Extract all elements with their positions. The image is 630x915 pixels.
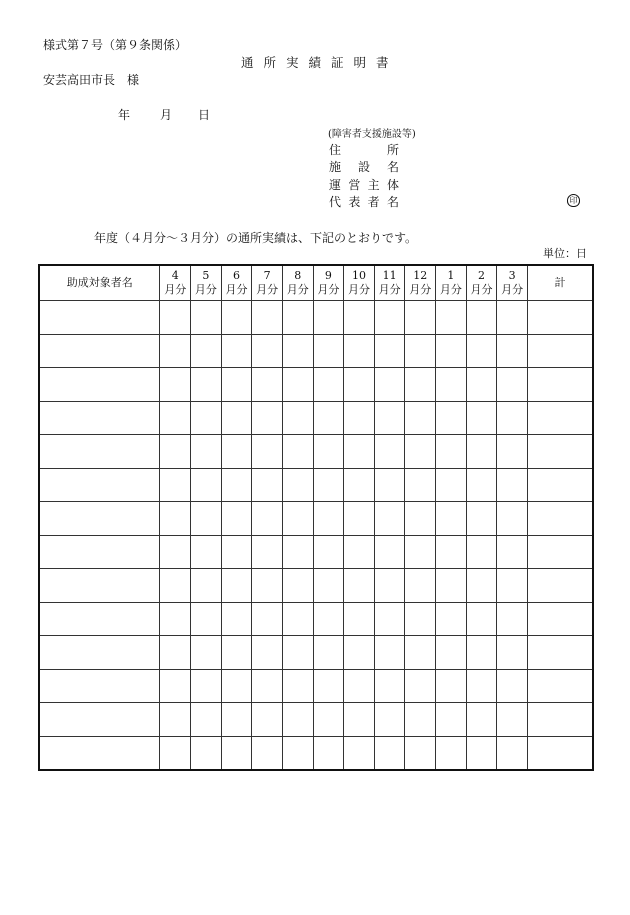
month-days-cell[interactable] (252, 502, 283, 536)
month-days-cell[interactable] (374, 736, 405, 770)
month-days-cell[interactable] (252, 435, 283, 469)
month-days-cell[interactable] (497, 535, 528, 569)
month-days-cell[interactable] (252, 736, 283, 770)
month-days-cell[interactable] (466, 502, 497, 536)
month-days-cell[interactable] (436, 502, 467, 536)
table-row (39, 535, 593, 569)
month-days-cell[interactable] (344, 636, 375, 670)
month-days-cell[interactable] (160, 602, 191, 636)
month-column-header (405, 265, 436, 301)
date-month-label: 月 (160, 108, 173, 122)
month-days-cell[interactable] (160, 301, 191, 335)
month-days-cell[interactable] (282, 535, 313, 569)
month-days-cell[interactable] (374, 401, 405, 435)
total-cell[interactable] (527, 569, 593, 603)
total-column-header: 計 (527, 265, 593, 301)
recipient-name-cell[interactable] (39, 502, 160, 536)
month-days-cell[interactable] (282, 401, 313, 435)
month-number: 5 (202, 269, 210, 282)
month-days-cell[interactable] (282, 736, 313, 770)
month-days-cell[interactable] (252, 636, 283, 670)
month-days-cell[interactable] (436, 602, 467, 636)
month-days-cell[interactable] (221, 703, 252, 737)
month-days-cell[interactable] (436, 368, 467, 402)
total-cell[interactable] (527, 368, 593, 402)
month-days-cell[interactable] (160, 636, 191, 670)
month-unit: 月分 (317, 283, 340, 296)
month-column-header (497, 265, 528, 301)
recipient-name-cell[interactable] (39, 435, 160, 469)
month-days-cell[interactable] (160, 334, 191, 368)
total-cell[interactable] (527, 334, 593, 368)
month-unit: 月分 (164, 283, 187, 296)
month-number: 11 (382, 269, 397, 282)
month-days-cell[interactable] (344, 435, 375, 469)
month-days-cell[interactable] (191, 636, 222, 670)
month-days-cell[interactable] (313, 703, 344, 737)
month-days-cell[interactable] (374, 569, 405, 603)
month-days-cell[interactable] (436, 535, 467, 569)
month-days-cell[interactable] (160, 502, 191, 536)
month-unit: 月分 (439, 283, 462, 296)
month-days-cell[interactable] (221, 401, 252, 435)
total-cell[interactable] (527, 535, 593, 569)
month-days-cell[interactable] (282, 502, 313, 536)
total-cell[interactable] (527, 669, 593, 703)
month-days-cell[interactable] (313, 535, 344, 569)
date-line (118, 106, 210, 123)
month-days-cell[interactable] (344, 468, 375, 502)
statement-text: 年度（４月分～３月分）の通所実績は、下記のとおりです。 (94, 231, 418, 245)
month-days-cell[interactable] (466, 468, 497, 502)
month-column-header (374, 265, 405, 301)
month-days-cell[interactable] (313, 569, 344, 603)
month-days-cell[interactable] (313, 468, 344, 502)
month-days-cell[interactable] (466, 569, 497, 603)
month-days-cell[interactable] (191, 736, 222, 770)
month-days-cell[interactable] (313, 602, 344, 636)
month-days-cell[interactable] (160, 435, 191, 469)
month-days-cell[interactable] (497, 468, 528, 502)
month-days-cell[interactable] (282, 301, 313, 335)
month-days-cell[interactable] (160, 401, 191, 435)
month-days-cell[interactable] (313, 435, 344, 469)
month-days-cell[interactable] (466, 703, 497, 737)
month-days-cell[interactable] (282, 334, 313, 368)
table-header-row (39, 265, 593, 301)
month-days-cell[interactable] (313, 636, 344, 670)
month-days-cell[interactable] (221, 301, 252, 335)
table-row (39, 636, 593, 670)
month-days-cell[interactable] (344, 334, 375, 368)
month-days-cell[interactable] (221, 468, 252, 502)
month-days-cell[interactable] (374, 435, 405, 469)
month-days-cell[interactable] (405, 468, 436, 502)
month-column-header (466, 265, 497, 301)
month-number: 9 (324, 269, 332, 282)
month-days-cell[interactable] (191, 334, 222, 368)
month-days-cell[interactable] (374, 334, 405, 368)
total-cell[interactable] (527, 435, 593, 469)
applicant-address-label (329, 141, 399, 158)
recipient-name-cell[interactable] (39, 535, 160, 569)
month-days-cell[interactable] (252, 703, 283, 737)
month-days-cell[interactable] (221, 636, 252, 670)
total-cell[interactable] (527, 703, 593, 737)
name-column-header: 助成対象者名 (39, 265, 160, 301)
month-unit: 月分 (225, 283, 248, 296)
month-days-cell[interactable] (466, 301, 497, 335)
month-column-header (221, 265, 252, 301)
month-days-cell[interactable] (405, 703, 436, 737)
table-body (39, 301, 593, 771)
month-days-cell[interactable] (191, 301, 222, 335)
month-days-cell[interactable] (221, 569, 252, 603)
applicant-facility-name-label (329, 158, 399, 175)
month-days-cell[interactable] (374, 669, 405, 703)
month-days-cell[interactable] (313, 502, 344, 536)
unit-label: 単位：日 (543, 247, 587, 260)
attendance-table (38, 264, 594, 771)
month-days-cell[interactable] (282, 602, 313, 636)
month-days-cell[interactable] (405, 736, 436, 770)
month-days-cell[interactable] (405, 636, 436, 670)
seal-mark: 印 (567, 194, 580, 207)
month-days-cell[interactable] (466, 736, 497, 770)
month-days-cell[interactable] (497, 602, 528, 636)
month-days-cell[interactable] (313, 301, 344, 335)
month-days-cell[interactable] (436, 435, 467, 469)
month-days-cell[interactable] (374, 636, 405, 670)
label-text: 運 営 主 体 (329, 178, 399, 192)
table-row (39, 736, 593, 770)
month-days-cell[interactable] (405, 301, 436, 335)
total-cell[interactable] (527, 636, 593, 670)
month-days-cell[interactable] (160, 535, 191, 569)
month-days-cell[interactable] (221, 602, 252, 636)
month-days-cell[interactable] (191, 401, 222, 435)
document-title: 通所実績証明書 (241, 55, 399, 70)
month-days-cell[interactable] (344, 535, 375, 569)
month-days-cell[interactable] (466, 435, 497, 469)
month-days-cell[interactable] (497, 669, 528, 703)
month-days-cell[interactable] (313, 368, 344, 402)
month-days-cell[interactable] (405, 569, 436, 603)
month-days-cell[interactable] (436, 468, 467, 502)
month-days-cell[interactable] (252, 602, 283, 636)
month-days-cell[interactable] (191, 468, 222, 502)
month-days-cell[interactable] (344, 736, 375, 770)
month-number: 4 (171, 269, 179, 282)
month-days-cell[interactable] (252, 368, 283, 402)
month-unit: 月分 (470, 283, 493, 296)
month-days-cell[interactable] (405, 334, 436, 368)
month-days-cell[interactable] (344, 368, 375, 402)
recipient-name-cell[interactable] (39, 703, 160, 737)
month-unit: 月分 (286, 283, 309, 296)
month-days-cell[interactable] (436, 334, 467, 368)
month-days-cell[interactable] (344, 401, 375, 435)
month-days-cell[interactable] (497, 636, 528, 670)
month-days-cell[interactable] (191, 435, 222, 469)
applicant-representative-label (329, 193, 399, 210)
month-days-cell[interactable] (497, 569, 528, 603)
recipient-name-cell[interactable] (39, 736, 160, 770)
applicant-operator-label (329, 176, 399, 193)
month-days-cell[interactable] (252, 669, 283, 703)
month-days-cell[interactable] (344, 602, 375, 636)
month-days-cell[interactable] (466, 535, 497, 569)
month-days-cell[interactable] (191, 569, 222, 603)
recipient-name-cell[interactable] (39, 334, 160, 368)
total-cell[interactable] (527, 502, 593, 536)
month-column-header (344, 265, 375, 301)
month-days-cell[interactable] (405, 535, 436, 569)
month-days-cell[interactable] (191, 502, 222, 536)
month-days-cell[interactable] (252, 334, 283, 368)
table-row (39, 669, 593, 703)
total-cell[interactable] (527, 468, 593, 502)
month-days-cell[interactable] (252, 301, 283, 335)
month-days-cell[interactable] (344, 569, 375, 603)
month-days-cell[interactable] (191, 602, 222, 636)
month-number: 3 (508, 269, 516, 282)
month-number: 8 (294, 269, 302, 282)
month-days-cell[interactable] (344, 703, 375, 737)
month-days-cell[interactable] (466, 602, 497, 636)
month-days-cell[interactable] (160, 468, 191, 502)
month-days-cell[interactable] (160, 569, 191, 603)
month-days-cell[interactable] (221, 368, 252, 402)
month-days-cell[interactable] (466, 334, 497, 368)
month-unit: 月分 (348, 283, 370, 296)
month-days-cell[interactable] (221, 669, 252, 703)
month-unit: 月分 (501, 283, 524, 296)
facility-type-label: (障害者支援施設等) (328, 129, 416, 140)
month-days-cell[interactable] (466, 401, 497, 435)
month-days-cell[interactable] (252, 535, 283, 569)
month-days-cell[interactable] (282, 368, 313, 402)
month-days-cell[interactable] (282, 669, 313, 703)
month-column-header (282, 265, 313, 301)
month-days-cell[interactable] (221, 334, 252, 368)
month-days-cell[interactable] (405, 669, 436, 703)
month-number: 7 (263, 269, 271, 282)
month-days-cell[interactable] (374, 535, 405, 569)
month-days-cell[interactable] (436, 636, 467, 670)
month-days-cell[interactable] (221, 435, 252, 469)
month-days-cell[interactable] (344, 502, 375, 536)
label-text: 施 設 名 (329, 160, 399, 174)
month-days-cell[interactable] (344, 669, 375, 703)
month-days-cell[interactable] (497, 703, 528, 737)
month-column-header (252, 265, 283, 301)
table-row (39, 703, 593, 737)
recipient-name-cell[interactable] (39, 401, 160, 435)
month-unit: 月分 (409, 283, 432, 296)
date-year-label: 年 (118, 108, 131, 122)
table-row (39, 301, 593, 335)
month-number: 2 (478, 269, 485, 282)
label-text: 代 表 者 名 (329, 195, 399, 209)
month-days-cell[interactable] (160, 703, 191, 737)
month-days-cell[interactable] (282, 435, 313, 469)
total-cell[interactable] (527, 602, 593, 636)
label-text: 住 所 (329, 143, 399, 157)
month-days-cell[interactable] (313, 401, 344, 435)
recipient-name-cell[interactable] (39, 569, 160, 603)
month-days-cell[interactable] (191, 368, 222, 402)
total-cell[interactable] (527, 301, 593, 335)
month-days-cell[interactable] (191, 703, 222, 737)
month-days-cell[interactable] (436, 401, 467, 435)
month-days-cell[interactable] (374, 301, 405, 335)
month-days-cell[interactable] (313, 736, 344, 770)
month-days-cell[interactable] (160, 669, 191, 703)
month-days-cell[interactable] (405, 401, 436, 435)
month-column-header (191, 265, 222, 301)
month-number: 10 (352, 269, 366, 282)
month-days-cell[interactable] (436, 703, 467, 737)
month-days-cell[interactable] (436, 301, 467, 335)
month-number: 1 (447, 269, 455, 282)
month-days-cell[interactable] (405, 602, 436, 636)
month-days-cell[interactable] (374, 468, 405, 502)
month-days-cell[interactable] (374, 602, 405, 636)
month-number: 6 (233, 269, 240, 282)
month-days-cell[interactable] (282, 569, 313, 603)
month-days-cell[interactable] (436, 669, 467, 703)
month-days-cell[interactable] (436, 569, 467, 603)
month-days-cell[interactable] (497, 334, 528, 368)
month-days-cell[interactable] (497, 502, 528, 536)
month-days-cell[interactable] (221, 535, 252, 569)
month-days-cell[interactable] (282, 468, 313, 502)
recipient-name-cell[interactable] (39, 468, 160, 502)
month-days-cell[interactable] (374, 703, 405, 737)
table-row (39, 368, 593, 402)
month-days-cell[interactable] (160, 368, 191, 402)
recipient-name-cell[interactable] (39, 368, 160, 402)
month-days-cell[interactable] (405, 368, 436, 402)
month-unit: 月分 (194, 283, 217, 296)
month-days-cell[interactable] (252, 468, 283, 502)
total-cell[interactable] (527, 401, 593, 435)
month-days-cell[interactable] (221, 736, 252, 770)
table-row (39, 569, 593, 603)
month-days-cell[interactable] (313, 334, 344, 368)
month-days-cell[interactable] (374, 368, 405, 402)
month-days-cell[interactable] (405, 435, 436, 469)
table-row (39, 435, 593, 469)
recipient-name-cell[interactable] (39, 669, 160, 703)
month-days-cell[interactable] (282, 636, 313, 670)
month-days-cell[interactable] (252, 569, 283, 603)
month-number: 12 (413, 269, 428, 282)
month-days-cell[interactable] (191, 669, 222, 703)
month-days-cell[interactable] (436, 736, 467, 770)
month-days-cell[interactable] (405, 502, 436, 536)
month-days-cell[interactable] (497, 435, 528, 469)
month-unit: 月分 (378, 283, 401, 296)
table-row (39, 502, 593, 536)
table-row (39, 401, 593, 435)
month-days-cell[interactable] (252, 401, 283, 435)
month-days-cell[interactable] (466, 669, 497, 703)
month-days-cell[interactable] (191, 535, 222, 569)
month-days-cell[interactable] (497, 301, 528, 335)
month-days-cell[interactable] (497, 368, 528, 402)
recipient-name-cell[interactable] (39, 602, 160, 636)
month-unit: 月分 (256, 283, 279, 296)
month-days-cell[interactable] (160, 736, 191, 770)
table-row (39, 468, 593, 502)
month-column-header (313, 265, 344, 301)
month-days-cell[interactable] (466, 636, 497, 670)
recipient-name-cell[interactable] (39, 301, 160, 335)
month-days-cell[interactable] (344, 301, 375, 335)
month-days-cell[interactable] (313, 669, 344, 703)
month-days-cell[interactable] (497, 736, 528, 770)
month-column-header (160, 265, 191, 301)
month-days-cell[interactable] (221, 502, 252, 536)
month-days-cell[interactable] (466, 368, 497, 402)
addressee: 安芸高田市長 様 (43, 73, 140, 87)
table-row (39, 602, 593, 636)
date-day-label: 日 (198, 108, 211, 122)
table-row (39, 334, 593, 368)
total-cell[interactable] (527, 736, 593, 770)
month-days-cell[interactable] (282, 703, 313, 737)
month-column-header (436, 265, 467, 301)
form-number: 様式第７号（第９条関係） (43, 38, 188, 52)
recipient-name-cell[interactable] (39, 636, 160, 670)
month-days-cell[interactable] (374, 502, 405, 536)
month-days-cell[interactable] (497, 401, 528, 435)
